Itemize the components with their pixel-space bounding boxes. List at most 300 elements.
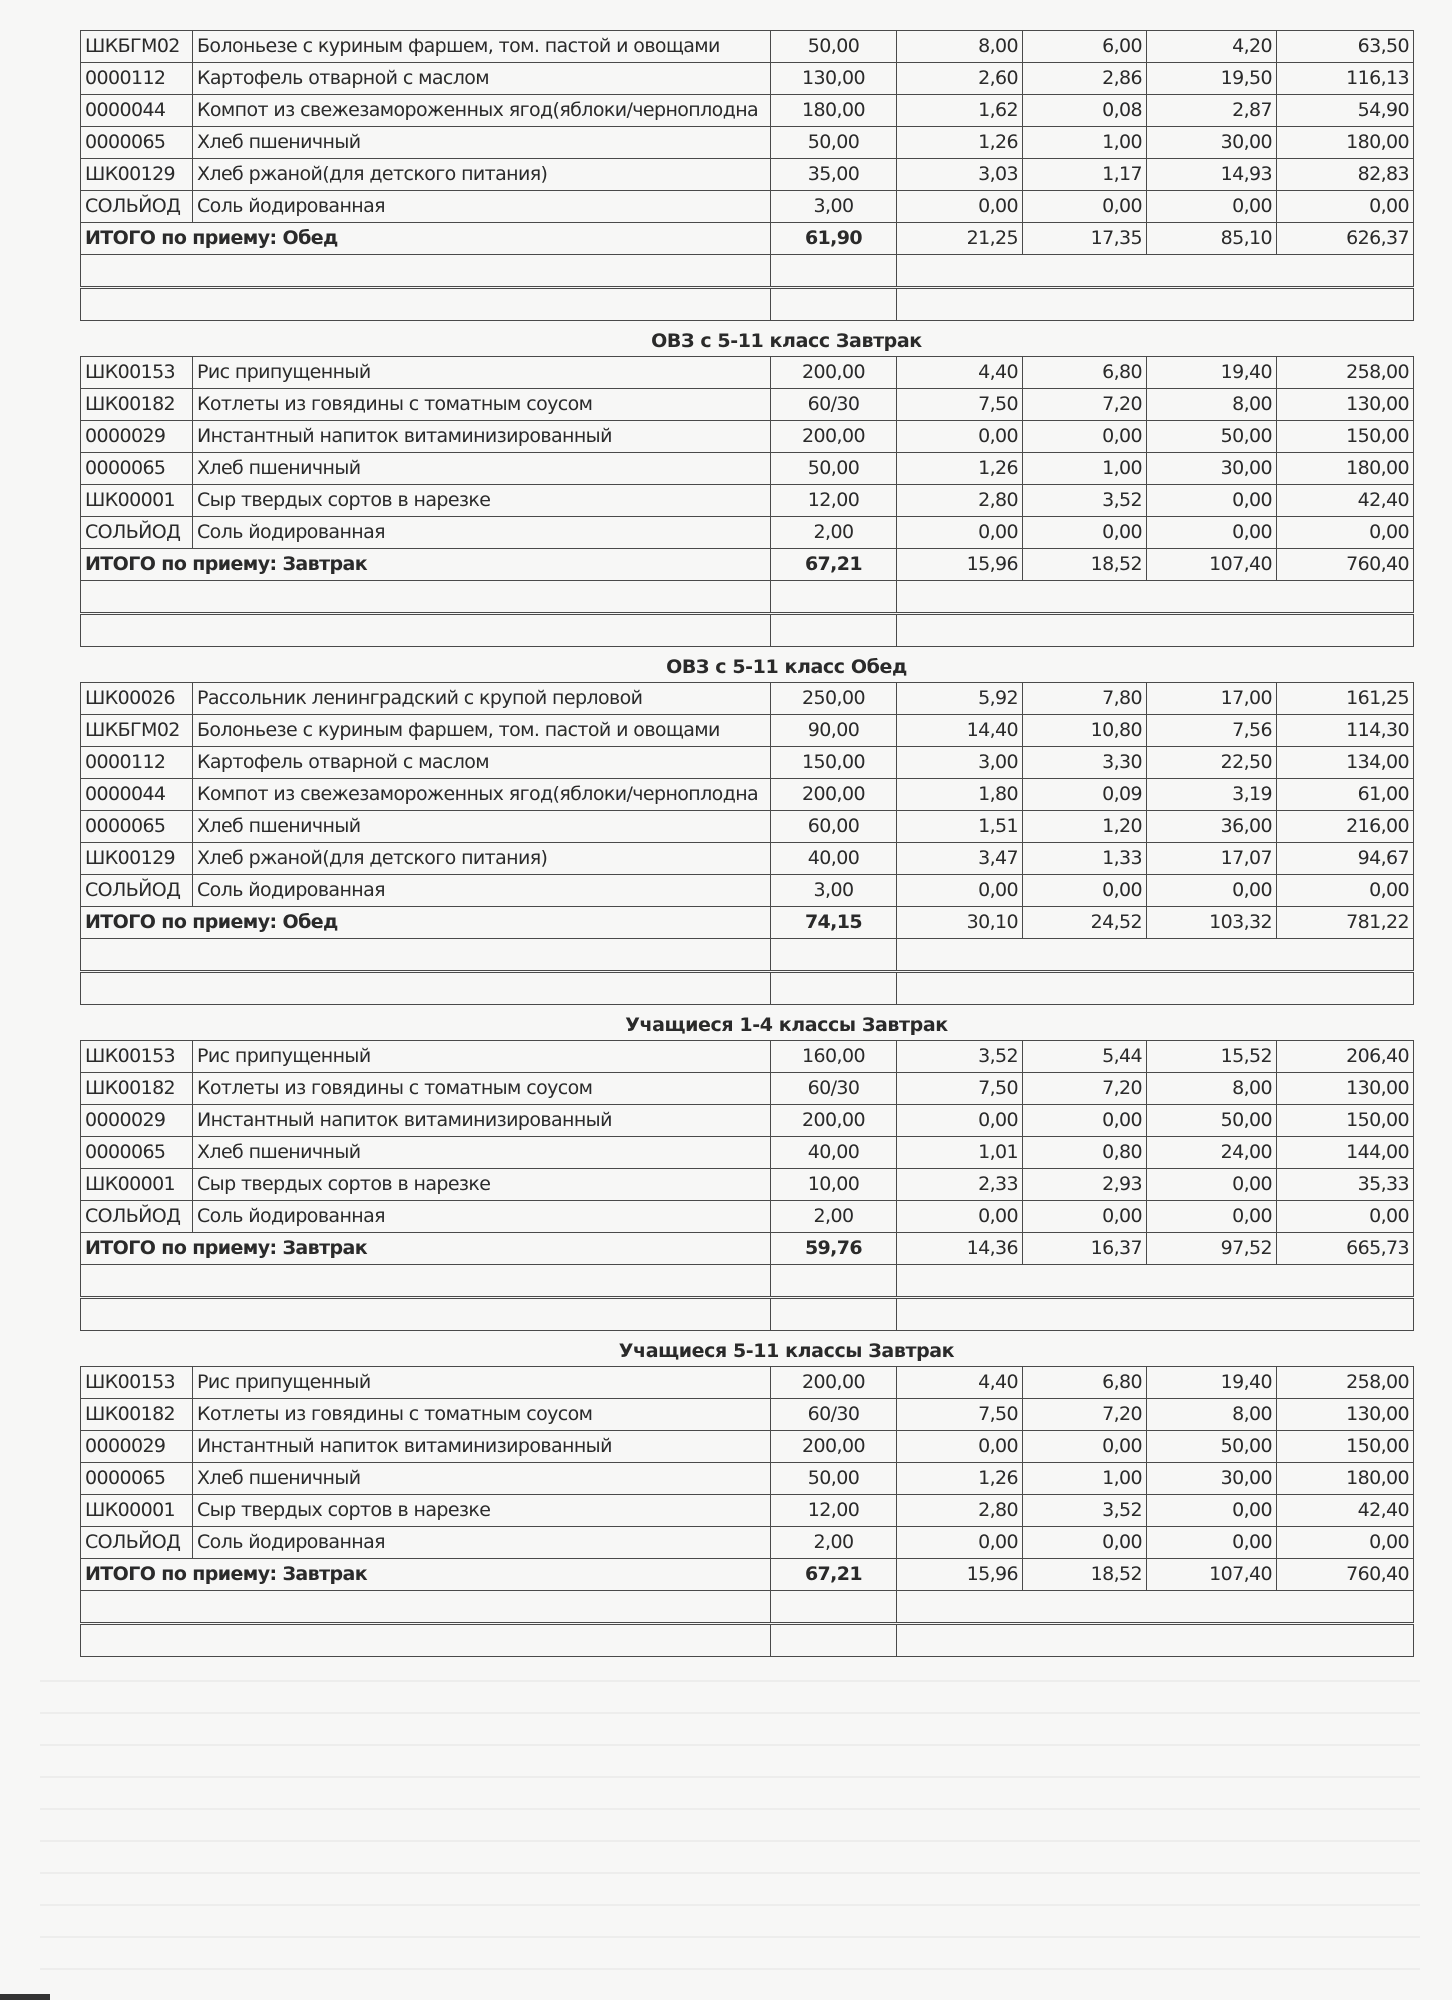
dish-row	[81, 1169, 1414, 1201]
dish-weight: 50,00	[771, 127, 897, 159]
dish-row	[81, 31, 1414, 63]
dish-name: Котлеты из говядины с томатным соусом	[193, 1073, 771, 1105]
dish-name: Котлеты из говядины с томатным соусом	[193, 389, 771, 421]
total-label: ИТОГО по приему: Обед	[81, 907, 771, 939]
dish-row	[81, 747, 1414, 779]
dish-row	[81, 811, 1414, 843]
dish-value-1: 1,51	[897, 811, 1023, 843]
dish-value-1: 3,52	[897, 1041, 1023, 1073]
dish-value-3: 22,50	[1147, 747, 1277, 779]
dish-row	[81, 1527, 1414, 1559]
dish-value-3: 30,00	[1147, 127, 1277, 159]
section-title: Учащиеся 5-11 классы Завтрак	[618, 1340, 955, 1362]
dish-name: Хлеб пшеничный	[193, 1137, 771, 1169]
dish-row	[81, 683, 1414, 715]
blank-cell	[81, 581, 771, 614]
dish-value-2: 1,00	[1023, 1463, 1147, 1495]
dish-value-1: 3,00	[897, 747, 1023, 779]
dish-weight: 35,00	[771, 159, 897, 191]
dish-code: 0000044	[81, 95, 193, 127]
dish-value-2: 10,80	[1023, 715, 1147, 747]
menu-table	[80, 30, 1414, 321]
dish-name: Хлеб пшеничный	[193, 811, 771, 843]
dish-value-2: 0,00	[1023, 875, 1147, 907]
dish-weight: 160,00	[771, 1041, 897, 1073]
dish-weight: 200,00	[771, 421, 897, 453]
dish-value-1: 7,50	[897, 389, 1023, 421]
dish-value-2: 0,00	[1023, 1201, 1147, 1233]
dish-code: ШКБГМ02	[81, 31, 193, 63]
dish-value-2: 0,00	[1023, 1527, 1147, 1559]
dish-value-2: 1,17	[1023, 159, 1147, 191]
dish-value-3: 8,00	[1147, 389, 1277, 421]
dish-code: 0000029	[81, 421, 193, 453]
blank-cell	[771, 1265, 897, 1298]
dish-name: Соль йодированная	[193, 1527, 771, 1559]
dish-code: ШК00182	[81, 1399, 193, 1431]
dish-name: Инстантный напиток витаминизированный	[193, 1431, 771, 1463]
dish-name: Болоньезе с куриным фаршем, том. пастой и овощами	[193, 715, 771, 747]
dish-code: ШК00182	[81, 1073, 193, 1105]
dish-value-4: 206,40	[1277, 1041, 1414, 1073]
blank-cell	[771, 939, 897, 972]
dish-value-3: 0,00	[1147, 191, 1277, 223]
dish-value-1: 5,92	[897, 683, 1023, 715]
blank-cell	[897, 972, 1414, 1005]
dish-code: ШК00001	[81, 1495, 193, 1527]
dish-value-3: 8,00	[1147, 1399, 1277, 1431]
total-price: 67,21	[771, 1559, 897, 1591]
total-row	[81, 907, 1414, 939]
dish-value-1: 1,01	[897, 1137, 1023, 1169]
dish-weight: 60/30	[771, 389, 897, 421]
dish-code: ШК00026	[81, 683, 193, 715]
dish-row	[81, 1201, 1414, 1233]
blank-cell	[81, 288, 771, 321]
total-value-3: 97,52	[1147, 1233, 1277, 1265]
dish-value-2: 0,00	[1023, 517, 1147, 549]
dish-value-4: 144,00	[1277, 1137, 1414, 1169]
dish-value-1: 2,80	[897, 1495, 1023, 1527]
dish-code: 0000065	[81, 1137, 193, 1169]
dish-value-2: 6,80	[1023, 357, 1147, 389]
dish-weight: 2,00	[771, 1201, 897, 1233]
dish-value-3: 15,52	[1147, 1041, 1277, 1073]
blank-row	[81, 972, 1414, 1005]
dish-value-4: 61,00	[1277, 779, 1414, 811]
dish-value-4: 130,00	[1277, 1399, 1414, 1431]
dish-value-1: 8,00	[897, 31, 1023, 63]
menu-table	[80, 1366, 1414, 1657]
dish-value-2: 7,20	[1023, 1399, 1147, 1431]
blank-cell	[897, 1591, 1414, 1624]
dish-value-3: 30,00	[1147, 1463, 1277, 1495]
dish-weight: 2,00	[771, 517, 897, 549]
total-value-1: 14,36	[897, 1233, 1023, 1265]
total-value-3: 85,10	[1147, 223, 1277, 255]
total-value-1: 21,25	[897, 223, 1023, 255]
dish-value-3: 0,00	[1147, 1169, 1277, 1201]
total-value-3: 107,40	[1147, 1559, 1277, 1591]
dish-value-1: 0,00	[897, 1201, 1023, 1233]
dish-value-2: 3,52	[1023, 485, 1147, 517]
dish-row	[81, 1431, 1414, 1463]
dish-value-4: 130,00	[1277, 1073, 1414, 1105]
dish-value-4: 258,00	[1277, 1367, 1414, 1399]
total-value-1: 30,10	[897, 907, 1023, 939]
total-value-4: 760,40	[1277, 1559, 1414, 1591]
dish-value-4: 150,00	[1277, 1105, 1414, 1137]
dish-value-1: 7,50	[897, 1399, 1023, 1431]
dish-value-1: 1,26	[897, 127, 1023, 159]
dish-row	[81, 1495, 1414, 1527]
dish-row	[81, 95, 1414, 127]
dish-name: Хлеб пшеничный	[193, 1463, 771, 1495]
dish-value-2: 7,20	[1023, 389, 1147, 421]
dish-code: ШК00001	[81, 485, 193, 517]
dish-value-4: 216,00	[1277, 811, 1414, 843]
total-value-4: 781,22	[1277, 907, 1414, 939]
blank-cell	[897, 255, 1414, 288]
dish-code: ШК00153	[81, 1367, 193, 1399]
dish-row	[81, 485, 1414, 517]
dish-value-3: 17,07	[1147, 843, 1277, 875]
dish-value-3: 24,00	[1147, 1137, 1277, 1169]
dish-code: ШК00129	[81, 159, 193, 191]
dish-value-1: 0,00	[897, 1527, 1023, 1559]
total-value-3: 103,32	[1147, 907, 1277, 939]
dish-code: 0000065	[81, 811, 193, 843]
dish-value-3: 17,00	[1147, 683, 1277, 715]
dish-name: Соль йодированная	[193, 517, 771, 549]
dish-value-2: 7,80	[1023, 683, 1147, 715]
dish-name: Соль йодированная	[193, 1201, 771, 1233]
dish-value-2: 0,00	[1023, 191, 1147, 223]
dish-code: ШК00182	[81, 389, 193, 421]
dish-value-4: 0,00	[1277, 1527, 1414, 1559]
dish-value-4: 130,00	[1277, 389, 1414, 421]
dish-weight: 60/30	[771, 1399, 897, 1431]
dish-value-3: 14,93	[1147, 159, 1277, 191]
dish-name: Компот из свежезамороженных ягод(яблоки/черноплодна	[193, 95, 771, 127]
dish-weight: 250,00	[771, 683, 897, 715]
dish-value-1: 1,80	[897, 779, 1023, 811]
dish-value-2: 3,52	[1023, 1495, 1147, 1527]
dish-row	[81, 1137, 1414, 1169]
blank-cell	[81, 972, 771, 1005]
dish-value-4: 150,00	[1277, 1431, 1414, 1463]
dish-value-3: 3,19	[1147, 779, 1277, 811]
blank-cell	[897, 614, 1414, 647]
dish-name: Болоньезе с куриным фаршем, том. пастой и овощами	[193, 31, 771, 63]
dish-name: Сыр твердых сортов в нарезке	[193, 485, 771, 517]
blank-row	[81, 939, 1414, 972]
blank-row	[81, 1591, 1414, 1624]
dish-value-1: 7,50	[897, 1073, 1023, 1105]
dish-code: 0000044	[81, 779, 193, 811]
dish-weight: 130,00	[771, 63, 897, 95]
dish-code: 0000065	[81, 453, 193, 485]
dish-row	[81, 875, 1414, 907]
dish-name: Хлеб ржаной(для детского питания)	[193, 159, 771, 191]
blank-cell	[771, 255, 897, 288]
dish-value-1: 2,80	[897, 485, 1023, 517]
dish-value-2: 0,00	[1023, 1105, 1147, 1137]
blank-row	[81, 1298, 1414, 1331]
dish-value-3: 50,00	[1147, 1105, 1277, 1137]
dish-value-2: 0,00	[1023, 1431, 1147, 1463]
dish-value-2: 3,30	[1023, 747, 1147, 779]
total-value-2: 24,52	[1023, 907, 1147, 939]
dish-value-3: 50,00	[1147, 1431, 1277, 1463]
blank-cell	[81, 1265, 771, 1298]
dish-name: Рассольник ленинградский с крупой перловой	[193, 683, 771, 715]
dish-weight: 40,00	[771, 843, 897, 875]
dish-weight: 180,00	[771, 95, 897, 127]
total-value-2: 17,35	[1023, 223, 1147, 255]
dish-value-1: 0,00	[897, 875, 1023, 907]
total-label: ИТОГО по приему: Обед	[81, 223, 771, 255]
dish-row	[81, 389, 1414, 421]
dish-name: Инстантный напиток витаминизированный	[193, 421, 771, 453]
dish-value-3: 0,00	[1147, 1201, 1277, 1233]
dish-row	[81, 1367, 1414, 1399]
dish-value-4: 180,00	[1277, 453, 1414, 485]
total-value-2: 18,52	[1023, 1559, 1147, 1591]
menu-table	[80, 356, 1414, 647]
dish-value-1: 14,40	[897, 715, 1023, 747]
dish-code: СОЛЬЙОД	[81, 1527, 193, 1559]
dish-value-1: 4,40	[897, 1367, 1023, 1399]
dish-weight: 200,00	[771, 357, 897, 389]
dish-code: ШК00001	[81, 1169, 193, 1201]
dish-value-3: 8,00	[1147, 1073, 1277, 1105]
dish-value-2: 7,20	[1023, 1073, 1147, 1105]
dish-row	[81, 1041, 1414, 1073]
blank-row	[81, 614, 1414, 647]
dish-row	[81, 1073, 1414, 1105]
dish-value-3: 0,00	[1147, 517, 1277, 549]
dish-row	[81, 453, 1414, 485]
blank-row	[81, 581, 1414, 614]
dish-row	[81, 779, 1414, 811]
total-price: 59,76	[771, 1233, 897, 1265]
dish-row	[81, 421, 1414, 453]
dish-value-4: 63,50	[1277, 31, 1414, 63]
dish-row	[81, 127, 1414, 159]
dish-value-1: 2,33	[897, 1169, 1023, 1201]
total-price: 67,21	[771, 549, 897, 581]
total-row	[81, 1233, 1414, 1265]
dish-row	[81, 843, 1414, 875]
blank-cell	[81, 939, 771, 972]
dish-value-4: 42,40	[1277, 1495, 1414, 1527]
dish-row	[81, 159, 1414, 191]
dish-value-4: 0,00	[1277, 875, 1414, 907]
dish-value-4: 82,83	[1277, 159, 1414, 191]
dish-value-2: 1,00	[1023, 127, 1147, 159]
dish-name: Соль йодированная	[193, 191, 771, 223]
blank-row	[81, 255, 1414, 288]
dish-value-3: 19,40	[1147, 1367, 1277, 1399]
dish-row	[81, 715, 1414, 747]
total-label: ИТОГО по приему: Завтрак	[81, 549, 771, 581]
dish-value-2: 6,00	[1023, 31, 1147, 63]
reverse-side-bleed-through	[40, 1650, 1420, 1970]
dish-code: СОЛЬЙОД	[81, 875, 193, 907]
dish-value-4: 94,67	[1277, 843, 1414, 875]
dish-row	[81, 1105, 1414, 1137]
dish-row	[81, 1463, 1414, 1495]
dish-value-2: 5,44	[1023, 1041, 1147, 1073]
dish-weight: 200,00	[771, 1367, 897, 1399]
dish-code: СОЛЬЙОД	[81, 191, 193, 223]
dish-row	[81, 63, 1414, 95]
blank-row	[81, 1265, 1414, 1298]
blank-cell	[771, 614, 897, 647]
blank-cell	[771, 581, 897, 614]
dish-value-4: 42,40	[1277, 485, 1414, 517]
total-price: 61,90	[771, 223, 897, 255]
dish-name: Картофель отварной с маслом	[193, 747, 771, 779]
blank-cell	[897, 1298, 1414, 1331]
dish-name: Компот из свежезамороженных ягод(яблоки/черноплодна	[193, 779, 771, 811]
dish-name: Сыр твердых сортов в нарезке	[193, 1495, 771, 1527]
dish-weight: 200,00	[771, 1431, 897, 1463]
section-title: Учащиеся 1-4 классы Завтрак	[625, 1014, 948, 1036]
dish-code: ШКБГМ02	[81, 715, 193, 747]
dish-value-4: 0,00	[1277, 1201, 1414, 1233]
dish-value-3: 0,00	[1147, 875, 1277, 907]
dish-code: ШК00129	[81, 843, 193, 875]
dish-name: Рис припущенный	[193, 357, 771, 389]
total-value-4: 760,40	[1277, 549, 1414, 581]
dish-name: Рис припущенный	[193, 1367, 771, 1399]
blank-cell	[81, 255, 771, 288]
dish-code: 0000065	[81, 127, 193, 159]
dish-row	[81, 191, 1414, 223]
dish-weight: 10,00	[771, 1169, 897, 1201]
blank-cell	[81, 1298, 771, 1331]
dish-value-2: 6,80	[1023, 1367, 1147, 1399]
dish-value-4: 54,90	[1277, 95, 1414, 127]
dish-value-2: 2,86	[1023, 63, 1147, 95]
menu-table	[80, 682, 1414, 1005]
dish-value-4: 150,00	[1277, 421, 1414, 453]
total-value-4: 626,37	[1277, 223, 1414, 255]
total-value-3: 107,40	[1147, 549, 1277, 581]
blank-row	[81, 288, 1414, 321]
dish-weight: 2,00	[771, 1527, 897, 1559]
dish-name: Рис припущенный	[193, 1041, 771, 1073]
dish-weight: 3,00	[771, 875, 897, 907]
dish-weight: 200,00	[771, 779, 897, 811]
dish-value-1: 0,00	[897, 1431, 1023, 1463]
dish-value-3: 0,00	[1147, 1527, 1277, 1559]
dish-weight: 12,00	[771, 485, 897, 517]
dish-weight: 90,00	[771, 715, 897, 747]
dish-value-1: 1,62	[897, 95, 1023, 127]
menu-document	[80, 30, 1413, 1657]
dish-value-3: 19,50	[1147, 63, 1277, 95]
section-title: ОВЗ с 5-11 класс Обед	[666, 656, 907, 678]
dish-weight: 3,00	[771, 191, 897, 223]
dish-value-2: 0,08	[1023, 95, 1147, 127]
dish-value-4: 116,13	[1277, 63, 1414, 95]
dish-name: Хлеб пшеничный	[193, 127, 771, 159]
dish-value-1: 2,60	[897, 63, 1023, 95]
blank-cell	[81, 614, 771, 647]
dish-name: Хлеб ржаной(для детского питания)	[193, 843, 771, 875]
dish-value-2: 0,00	[1023, 421, 1147, 453]
dish-value-1: 3,47	[897, 843, 1023, 875]
dish-value-4: 180,00	[1277, 127, 1414, 159]
total-label: ИТОГО по приему: Завтрак	[81, 1559, 771, 1591]
blank-cell	[81, 1591, 771, 1624]
dish-code: ШК00153	[81, 357, 193, 389]
dish-value-2: 0,09	[1023, 779, 1147, 811]
dish-weight: 150,00	[771, 747, 897, 779]
dish-value-4: 0,00	[1277, 191, 1414, 223]
dish-value-2: 1,20	[1023, 811, 1147, 843]
dish-value-2: 1,00	[1023, 453, 1147, 485]
dish-value-4: 258,00	[1277, 357, 1414, 389]
dish-value-4: 35,33	[1277, 1169, 1414, 1201]
dish-value-1: 1,26	[897, 453, 1023, 485]
total-value-2: 18,52	[1023, 549, 1147, 581]
total-value-4: 665,73	[1277, 1233, 1414, 1265]
dish-weight: 50,00	[771, 1463, 897, 1495]
dish-name: Сыр твердых сортов в нарезке	[193, 1169, 771, 1201]
dish-name: Инстантный напиток витаминизированный	[193, 1105, 771, 1137]
dish-code: СОЛЬЙОД	[81, 1201, 193, 1233]
dish-value-3: 30,00	[1147, 453, 1277, 485]
dish-value-1: 1,26	[897, 1463, 1023, 1495]
dish-value-3: 0,00	[1147, 485, 1277, 517]
dish-value-3: 2,87	[1147, 95, 1277, 127]
dish-code: 0000112	[81, 63, 193, 95]
dish-name: Котлеты из говядины с томатным соусом	[193, 1399, 771, 1431]
dish-row	[81, 1399, 1414, 1431]
dish-weight: 50,00	[771, 453, 897, 485]
dish-weight: 200,00	[771, 1105, 897, 1137]
dish-value-2: 1,33	[1023, 843, 1147, 875]
dish-value-4: 180,00	[1277, 1463, 1414, 1495]
scan-edge-mark	[0, 1994, 50, 2000]
menu-table	[80, 1040, 1414, 1331]
blank-cell	[771, 1298, 897, 1331]
dish-value-3: 7,56	[1147, 715, 1277, 747]
dish-name: Соль йодированная	[193, 875, 771, 907]
dish-value-2: 2,93	[1023, 1169, 1147, 1201]
dish-weight: 60,00	[771, 811, 897, 843]
dish-weight: 40,00	[771, 1137, 897, 1169]
dish-value-4: 161,25	[1277, 683, 1414, 715]
dish-code: СОЛЬЙОД	[81, 517, 193, 549]
total-value-1: 15,96	[897, 1559, 1023, 1591]
total-price: 74,15	[771, 907, 897, 939]
dish-value-3: 0,00	[1147, 1495, 1277, 1527]
dish-value-3: 50,00	[1147, 421, 1277, 453]
dish-value-2: 0,80	[1023, 1137, 1147, 1169]
total-label: ИТОГО по приему: Завтрак	[81, 1233, 771, 1265]
section-title: ОВЗ с 5-11 класс Завтрак	[651, 330, 922, 352]
dish-value-3: 36,00	[1147, 811, 1277, 843]
dish-value-3: 19,40	[1147, 357, 1277, 389]
dish-value-4: 0,00	[1277, 517, 1414, 549]
blank-cell	[897, 1265, 1414, 1298]
dish-code: 0000112	[81, 747, 193, 779]
